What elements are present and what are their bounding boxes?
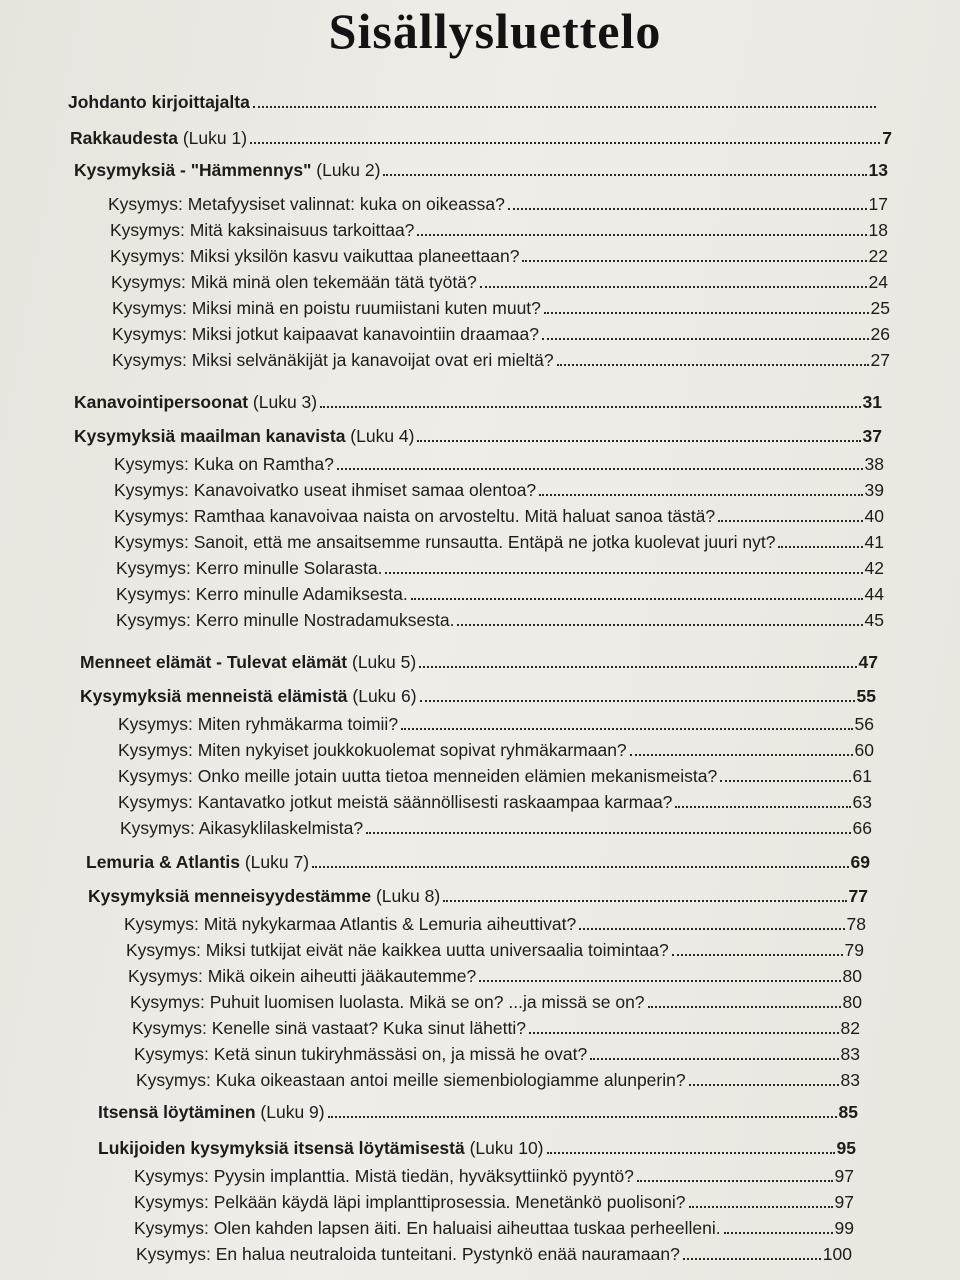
toc-question-row	[118, 760, 872, 786]
toc-entry-label	[116, 584, 408, 604]
toc-entry-label	[134, 1044, 587, 1064]
dot-leader	[672, 953, 843, 956]
toc-entry-label	[116, 558, 382, 578]
toc-entry-title: Kysymys: Onko meille jotain uutta tietoa menneiden elämien mekanismeista?	[118, 766, 718, 786]
toc-chapter-row	[88, 880, 868, 906]
dot-leader	[579, 927, 844, 930]
toc-page-number: 97	[834, 1166, 854, 1186]
toc-page-number: 100	[822, 1244, 852, 1264]
dot-leader	[508, 207, 867, 210]
toc-question-row	[116, 578, 884, 604]
toc-entry-title: Kysymys: Kerro minulle Adamiksesta.	[116, 584, 408, 604]
toc-page-number: 55	[856, 686, 876, 706]
toc-page-number: 24	[868, 272, 888, 292]
toc-entry-label	[132, 1018, 526, 1038]
dot-leader	[547, 1151, 835, 1154]
toc-entry-title: Kysymys: Pelkään käydä läpi implanttiprosessia. Menetänkö puolisoni?	[134, 1192, 686, 1212]
toc-page-number: 47	[858, 652, 878, 672]
toc-entry-label	[118, 792, 672, 812]
toc-page-number: 17	[868, 194, 888, 214]
toc-question-row	[116, 604, 884, 630]
toc-page-number: 7	[882, 128, 892, 148]
toc-chapter-number: (Luku 10)	[464, 1138, 544, 1158]
dot-leader	[637, 1179, 833, 1182]
toc-chapter-row	[98, 1132, 856, 1158]
toc-entry-title: Kysymys: Ketä sinun tukiryhmässäsi on, ja missä he ovat?	[134, 1044, 588, 1064]
dot-leader	[720, 779, 850, 782]
toc-question-row	[134, 1212, 854, 1238]
toc-chapter-number: (Luku 5)	[347, 652, 417, 672]
dot-leader	[366, 831, 850, 834]
dot-leader	[419, 665, 856, 668]
dot-leader	[411, 597, 863, 600]
toc-entry-title: Kysymys: Kerro minulle Nostradamuksesta.	[116, 610, 455, 630]
toc-entry-label	[112, 298, 541, 318]
dot-leader	[420, 699, 855, 702]
dot-leader	[250, 141, 880, 144]
toc-page-number: 83	[840, 1044, 860, 1064]
toc-entry-title: Kysymys: Miksi minä en poistu ruumiistani kuten muut?	[112, 298, 541, 318]
toc-entry-title: Kysymys: Mikä minä olen tekemään tätä työtä?	[111, 272, 477, 292]
toc-entry-title: Kysymys: Miten nykyiset joukkokuolemat sopivat ryhmäkarmaan?	[118, 740, 627, 760]
toc-entry-label	[114, 454, 334, 474]
toc-entry-title: Kysymys: Kantavatko jotkut meistä säännöllisesti raskaampaa karmaa?	[118, 792, 673, 812]
toc-question-row	[112, 292, 890, 318]
toc-page-number: 25	[870, 298, 890, 318]
toc-entry-title: Kysymys: Kuka on Ramtha?	[114, 454, 334, 474]
toc-entry-title: Kysymys: Aikasyklilaskelmista?	[120, 818, 364, 838]
toc-page-number: 18	[868, 220, 888, 240]
dot-leader	[457, 623, 862, 626]
toc-chapter-row	[74, 154, 888, 180]
toc-entry-title: Kysymys: Miksi selvänäkijät ja kanavoijat ovat eri mieltä?	[112, 350, 554, 370]
toc-page-number: 40	[864, 506, 884, 526]
toc-entry-label	[70, 128, 247, 148]
dot-leader	[480, 285, 867, 288]
toc-entry-label	[112, 324, 539, 344]
toc-question-row	[110, 240, 888, 266]
toc-entry-title: Kysymys: Miten ryhmäkarma toimii?	[118, 714, 399, 734]
dot-leader	[539, 493, 862, 496]
toc-entry-title: Kysymys: Miksi yksilön kasvu vaikuttaa planeettaan?	[110, 246, 520, 266]
toc-entry-label	[114, 506, 715, 526]
toc-entry-label	[110, 220, 414, 240]
toc-page-number: 37	[862, 426, 882, 446]
dot-leader	[479, 979, 840, 982]
dot-leader	[778, 545, 862, 548]
toc-entry-label	[136, 1244, 680, 1264]
toc-question-row	[118, 786, 872, 812]
dot-leader	[312, 865, 849, 868]
dot-leader	[328, 1115, 837, 1118]
dot-leader	[675, 805, 850, 808]
toc-chapter-row	[80, 646, 878, 672]
toc-page-number: 13	[868, 160, 888, 180]
toc-entry-label	[98, 1102, 325, 1122]
toc-page-number: 85	[838, 1102, 858, 1122]
toc-chapter-number: (Luku 9)	[255, 1102, 325, 1122]
toc-page-number: 95	[836, 1138, 856, 1158]
toc-entry-title: Kysymyksiä menneisyydestämme	[88, 886, 372, 906]
toc-question-row	[136, 1238, 852, 1264]
dot-leader	[718, 519, 862, 522]
toc-page-number: 69	[850, 852, 870, 872]
toc-chapter-row	[68, 86, 878, 112]
toc-question-row	[112, 318, 890, 344]
dot-leader	[590, 1057, 838, 1060]
toc-entry-label	[118, 714, 398, 734]
dot-leader	[320, 405, 860, 408]
toc-entry-label	[98, 1138, 544, 1158]
toc-entry-label	[128, 966, 476, 986]
toc-page-number: 22	[868, 246, 888, 266]
dot-leader	[557, 363, 869, 366]
toc-question-row	[134, 1160, 854, 1186]
toc-question-row	[114, 500, 884, 526]
toc-entry-label	[114, 532, 775, 552]
toc-question-row	[136, 1064, 860, 1090]
dot-leader	[542, 337, 869, 340]
toc-entry-label	[80, 652, 416, 672]
dot-leader	[630, 753, 853, 756]
toc-entry-title: Kysymys: Sanoit, että me ansaitsemme runsautta. Entäpä ne jotka kuolevat juuri nyt?	[114, 532, 776, 552]
toc-page-number: 63	[852, 792, 872, 812]
toc-entry-title: Kysymyksiä menneistä elämistä	[80, 686, 348, 706]
toc-entry-title: Kysymys: Mitä kaksinaisuus tarkoittaa?	[110, 220, 415, 240]
toc-entry-title: Kysymys: Miksi jotkut kaipaavat kanavointiin draamaa?	[112, 324, 539, 344]
dot-leader	[683, 1257, 821, 1260]
toc-entry-title: Rakkaudesta	[70, 128, 178, 148]
toc-question-row	[118, 734, 874, 760]
toc-question-row	[124, 908, 866, 934]
toc-entry-title: Kysymys: Kerro minulle Solarasta.	[116, 558, 383, 578]
toc-page-number: 99	[834, 1218, 854, 1238]
toc-entry-label	[80, 686, 417, 706]
dot-leader	[417, 233, 866, 236]
toc-page-number: 56	[854, 714, 874, 734]
toc-question-row	[120, 812, 872, 838]
toc-page-number: 97	[834, 1192, 854, 1212]
toc-chapter-number: (Luku 8)	[371, 886, 441, 906]
toc-question-row	[130, 986, 862, 1012]
toc-entry-title: Kysymys: Metafyysiset valinnat: kuka on oikeassa?	[108, 194, 505, 214]
toc-chapter-row	[80, 680, 876, 706]
toc-entry-title: Kysymys: Pyysin implanttia. Mistä tiedän, hyväksyttiinkö pyyntö?	[134, 1166, 634, 1186]
toc-entry-title: Lukijoiden kysymyksiä itsensä löytämisestä	[98, 1138, 465, 1158]
toc-entry-title: Kysymys: Kuka oikeastaan antoi meille siemenbiologiamme alunperin?	[136, 1070, 686, 1090]
toc-entry-title: Menneet elämät - Tulevat elämät	[80, 652, 348, 672]
toc-entry-label	[130, 992, 645, 1012]
toc-chapter-number: (Luku 7)	[239, 852, 310, 872]
toc-chapter-row	[74, 420, 882, 446]
toc-question-row	[111, 266, 888, 292]
dot-leader	[529, 1031, 839, 1034]
toc-entry-title: Kysymys: Puhuit luomisen luolasta. Mikä se on? ...ja missä se on?	[130, 992, 645, 1012]
toc-entry-label	[74, 426, 414, 446]
toc-entry-label	[88, 886, 440, 906]
toc-question-row	[114, 474, 884, 500]
toc-entry-label	[124, 914, 576, 934]
toc-question-row	[114, 448, 884, 474]
toc-question-row	[128, 960, 862, 986]
dot-leader	[253, 105, 876, 108]
toc-question-row	[134, 1038, 860, 1064]
toc-entry-title: Kysymys: En halua neutraloida tunteitani. Pystynkö enää nauramaan?	[136, 1244, 680, 1264]
toc-question-row	[114, 526, 884, 552]
toc-entry-title: Kysymys: Mitä nykykarmaa Atlantis & Lemuria aiheuttivat?	[124, 914, 577, 934]
toc-entry-label	[136, 1070, 686, 1090]
dot-leader	[385, 571, 862, 574]
toc-page-number: 80	[842, 992, 862, 1012]
toc-entry-label	[120, 818, 363, 838]
toc-question-row	[134, 1186, 854, 1212]
toc-chapter-row	[74, 386, 882, 412]
toc-page-number: 82	[840, 1018, 860, 1038]
toc-chapter-row	[70, 122, 892, 148]
toc-chapter-row	[86, 846, 870, 872]
toc-entry-label	[112, 350, 554, 370]
toc-entry-title: Kanavointipersoonat	[74, 392, 249, 412]
toc-page-number: 80	[842, 966, 862, 986]
toc-entry-label	[116, 610, 454, 630]
toc-page-number: 45	[864, 610, 884, 630]
toc-page-number: 83	[840, 1070, 860, 1090]
toc-question-row	[126, 934, 864, 960]
toc-entry-label	[134, 1218, 721, 1238]
toc-page-number: 26	[870, 324, 890, 344]
toc-page-number: 78	[846, 914, 866, 934]
page-title: Sisällysluettelo	[328, 3, 662, 59]
dot-leader	[383, 173, 866, 176]
toc-question-row	[108, 188, 888, 214]
toc-entry-title: Kysymys: Mikä oikein aiheutti jääkautemme?	[128, 966, 477, 986]
toc-question-row	[110, 214, 888, 240]
toc-entry-label	[114, 480, 536, 500]
toc-chapter-number: (Luku 6)	[347, 686, 417, 706]
toc-entry-label	[111, 272, 477, 292]
dot-leader	[689, 1205, 833, 1208]
toc-question-row	[132, 1012, 860, 1038]
dot-leader	[443, 899, 846, 902]
toc-entry-label	[134, 1192, 686, 1212]
toc-entry-label	[74, 160, 380, 180]
toc-entry-label	[134, 1166, 634, 1186]
dot-leader	[337, 467, 863, 470]
toc-entry-label	[110, 246, 519, 266]
toc-page-number: 31	[862, 392, 882, 412]
toc-chapter-number: (Luku 2)	[311, 160, 381, 180]
toc-question-row	[118, 708, 874, 734]
toc-entry-title: Kysymyksiä - "Hämmennys"	[74, 160, 312, 180]
dot-leader	[401, 727, 852, 730]
toc-entry-label	[86, 852, 309, 872]
toc-chapter-row	[98, 1096, 858, 1122]
toc-entry-label	[108, 194, 505, 214]
toc-page-number: 38	[864, 454, 884, 474]
toc-question-row	[116, 552, 884, 578]
toc-entry-title: Kysymys: Kanavoivatko useat ihmiset samaa olentoa?	[114, 480, 537, 500]
toc-entry-label	[118, 766, 717, 786]
dot-leader	[417, 439, 860, 442]
toc-page-number: 41	[864, 532, 884, 552]
toc-entry-label	[126, 940, 669, 960]
toc-entry-title: Kysymyksiä maailman kanavista	[74, 426, 346, 446]
toc-entry-label	[74, 392, 317, 412]
toc-entry-title: Kysymys: Ramthaa kanavoivaa naista on arvosteltu. Mitä haluat sanoa tästä?	[114, 506, 716, 526]
toc-chapter-number: (Luku 4)	[345, 426, 415, 446]
toc-entry-title: Itsensä löytäminen	[98, 1102, 256, 1122]
toc-chapter-number: (Luku 3)	[248, 392, 318, 412]
toc-entry-label	[68, 92, 250, 112]
dot-leader	[648, 1005, 841, 1008]
dot-leader	[724, 1231, 833, 1234]
toc-page-number: 61	[852, 766, 872, 786]
toc-page-number: 39	[864, 480, 884, 500]
dot-leader	[544, 311, 869, 314]
toc-page-number: 77	[848, 886, 868, 906]
toc-page-number: 79	[844, 940, 864, 960]
dot-leader	[522, 259, 866, 262]
toc-page-number: 66	[852, 818, 872, 838]
toc-page-number: 44	[864, 584, 884, 604]
toc-page-number: 27	[870, 350, 890, 370]
toc-entry-label	[118, 740, 627, 760]
dot-leader	[689, 1083, 839, 1086]
toc-entry-title: Lemuria & Atlantis	[86, 852, 240, 872]
toc-page-number: 42	[864, 558, 884, 578]
toc-entry-title: Kysymys: Kenelle sinä vastaat? Kuka sinut lähetti?	[132, 1018, 526, 1038]
toc-entry-title: Johdanto kirjoittajalta	[68, 92, 250, 112]
toc-entry-title: Kysymys: Miksi tutkijat eivät näe kaikkea uutta universaalia toimintaa?	[126, 940, 669, 960]
toc-entry-title: Kysymys: Olen kahden lapsen äiti. En haluaisi aiheuttaa tuskaa perheelleni.	[134, 1218, 721, 1238]
toc-chapter-number: (Luku 1)	[177, 128, 248, 148]
toc-question-row	[112, 344, 890, 370]
toc-page-number: 60	[854, 740, 874, 760]
